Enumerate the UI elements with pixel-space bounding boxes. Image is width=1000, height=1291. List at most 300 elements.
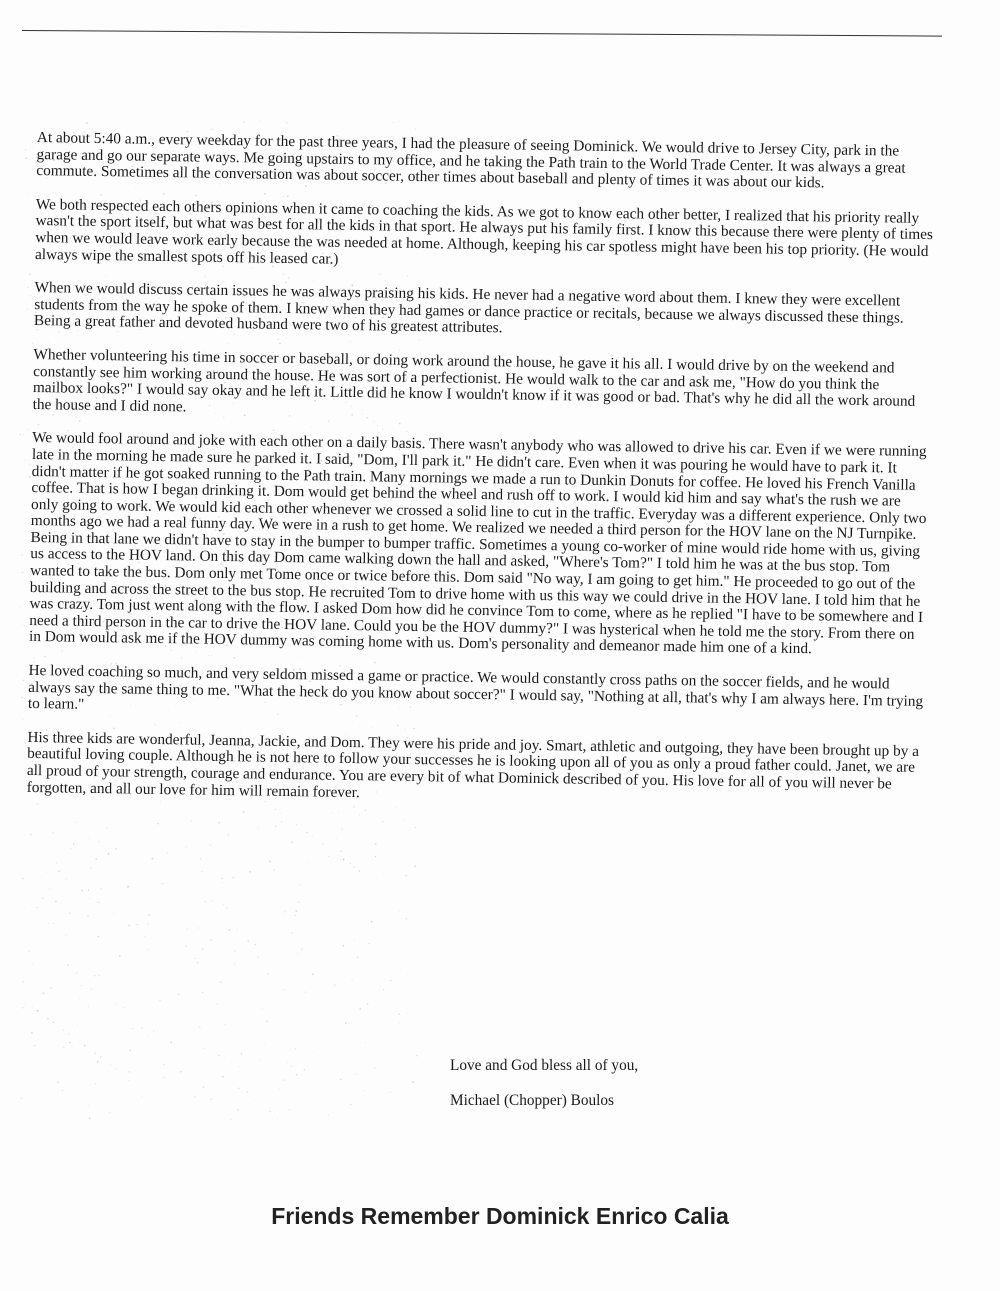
- scan-speckle: [371, 921, 373, 923]
- scan-speckle: [109, 1112, 110, 1113]
- scan-speckle: [370, 917, 371, 918]
- scan-speckle: [197, 962, 199, 964]
- scan-speckle: [230, 1119, 231, 1120]
- scan-speckle: [185, 946, 186, 947]
- scan-speckle: [51, 1001, 52, 1002]
- scan-speckle: [350, 863, 351, 864]
- scan-speckle: [48, 923, 49, 924]
- scan-speckle: [129, 1071, 131, 1073]
- scan-speckle: [99, 841, 100, 842]
- scan-speckle: [128, 925, 130, 927]
- scan-speckle: [137, 924, 138, 925]
- scan-speckle: [292, 932, 293, 933]
- scan-speckle: [290, 1049, 291, 1050]
- scan-speckle: [27, 460, 28, 461]
- scan-speckle: [297, 953, 298, 954]
- paragraph-5: We would fool around and joke with each other on a daily basis. There wasn't anybody who was allowed to drive his car. Even if we were running late in the morning he made sure he parked it. I said, "Dom, I'll park it." He didn't care. Even when it was pouring he would have to park it. It didn't matter if he got soaked running to the Path train. Many mornings we made a run to Dunkin Donuts for coffee. He loved his French Vanilla coffee. That is how I began drinking it. Dom would get behind the wheel and rush off to work. I would kid him and say what's the rush we are only going to work. We would kid each other whenever we crossed a solid line to cut in the traffic. Everyday was a different experience. Only two months ago we had a real funny day. We were in a rush to get home. We realized we needed a third person for the HOV lane on the NJ Turnpike. Being in that lane we didn't have to stay in the bumper to bumper traffic. Sometimes a young co-worker of mine would ride home with us, giving us access to the HOV land. On this day Dom came walking down the hall and asked, "Where's Tom?" I told him he was at the bus stop. Tom wanted to take the bus. Dom only met Tome once or twice before this. Dom said "No way, I am going to get him." He proceeded to go out of the building and across the street to the bus stop. He recruited Tom to drive home with us this way we could drive in the HOV lane. I told him that he was crazy. Tom just went along with the flow. I asked Dom how did he convince Tom to come, where as he replied "I have to be somewhere and I need a third person in the car to drive the HOV lane. Could you be the HOV dummy?" I was hysterical when he told me the story. From there on in Dom would ask me if the HOV dummy was coming home with us. Dom's personality and demeanor made him one of a kind.: [28, 429, 927, 658]
- scan-speckle: [88, 889, 90, 891]
- page-caption: Friends Remember Dominick Enrico Calia: [271, 1203, 729, 1229]
- scan-speckle: [281, 821, 282, 822]
- letter-closing-block: [450, 1058, 638, 1127]
- scan-speckle: [211, 129, 212, 130]
- scan-speckle: [212, 1026, 213, 1027]
- scan-speckle: [115, 1004, 116, 1005]
- scan-speckle: [32, 964, 33, 965]
- scan-speckle: [63, 1047, 64, 1048]
- scan-speckle: [203, 1086, 205, 1088]
- paragraph-2: We both respected each others opinions when it came to coaching the kids. As we got to know each other better, I realized that his priority really wasn't the sport itself, but what was best for all the kids in that sport. He always put his family first. I know this because there were plenty of times when we would leave work early because the was needed at home. Although, keeping his car spotless might have been his top priority. (He would always wipe the smallest spots off his leased car.): [34, 195, 934, 268]
- scan-speckle: [393, 122, 394, 123]
- scan-speckle: [275, 826, 276, 827]
- scan-speckle: [27, 192, 28, 193]
- scan-speckle: [157, 823, 158, 824]
- scan-speckle: [281, 127, 282, 128]
- scan-speckle: [27, 309, 28, 310]
- scan-speckle: [25, 365, 26, 366]
- scan-speckle: [249, 871, 251, 873]
- scan-speckle: [69, 1042, 70, 1043]
- scan-speckle: [202, 992, 203, 993]
- scan-speckle: [210, 1098, 212, 1100]
- scan-speckle: [368, 943, 369, 944]
- scan-speckle: [294, 915, 296, 917]
- scan-speckle: [100, 888, 101, 889]
- scan-speckle: [118, 874, 119, 875]
- scan-speckle: [284, 911, 286, 913]
- scan-speckle: [237, 1109, 238, 1110]
- scan-speckle: [195, 958, 196, 959]
- scan-speckle: [52, 832, 54, 834]
- scan-speckle: [345, 1022, 346, 1023]
- scan-speckle: [32, 1007, 33, 1008]
- scan-speckle: [216, 1003, 217, 1004]
- scan-speckle: [88, 1105, 89, 1106]
- scan-speckle: [124, 1059, 125, 1060]
- scan-speckle: [79, 1041, 80, 1042]
- scan-speckle: [95, 858, 97, 860]
- scan-speckle: [22, 878, 24, 880]
- scan-speckle: [130, 1050, 131, 1051]
- scan-speckle: [289, 1109, 290, 1110]
- scan-speckle: [90, 868, 91, 869]
- scan-speckle: [116, 1068, 117, 1069]
- scan-speckle: [340, 859, 341, 860]
- scan-speckle: [327, 847, 328, 848]
- scan-speckle: [24, 459, 25, 460]
- scan-speckle: [119, 955, 121, 957]
- scan-speckle: [279, 1089, 280, 1090]
- scan-speckle: [284, 989, 285, 990]
- scan-speckle: [25, 1003, 26, 1004]
- scan-speckle: [222, 1076, 224, 1078]
- scan-speckle: [218, 1055, 219, 1056]
- scan-speckle: [223, 904, 224, 905]
- scan-speckle: [283, 994, 284, 995]
- scan-speckle: [336, 838, 337, 839]
- scan-speckle: [277, 1119, 278, 1120]
- scan-speckle: [43, 842, 44, 843]
- scan-speckle: [29, 463, 30, 464]
- scan-speckle: [301, 948, 303, 950]
- scan-speckle: [291, 1066, 292, 1067]
- scan-speckle: [252, 901, 253, 902]
- scan-speckle: [234, 1093, 235, 1094]
- scan-speckle: [152, 858, 154, 860]
- scan-speckle: [118, 982, 119, 983]
- scan-speckle: [71, 900, 72, 901]
- scan-speckle: [22, 1007, 24, 1009]
- scan-speckle: [94, 975, 95, 976]
- scan-speckle: [238, 972, 239, 973]
- scan-speckle: [148, 949, 149, 950]
- scan-speckle: [213, 129, 214, 130]
- scan-speckle: [211, 900, 212, 901]
- scan-speckle: [110, 1064, 111, 1065]
- scan-speckle: [33, 856, 34, 857]
- scan-speckle: [260, 1060, 261, 1061]
- scan-speckle: [24, 908, 25, 909]
- scan-speckle: [343, 859, 345, 861]
- scan-speckle: [393, 1088, 394, 1089]
- scan-speckle: [77, 1024, 78, 1025]
- scan-speckle: [390, 1092, 391, 1093]
- scan-speckle: [128, 1080, 129, 1081]
- scan-speckle: [304, 1069, 306, 1071]
- scan-speckle: [203, 1048, 204, 1049]
- scan-speckle: [296, 1074, 298, 1076]
- scan-speckle: [247, 940, 249, 942]
- scan-speckle: [383, 989, 384, 990]
- scan-speckle: [71, 839, 72, 840]
- scan-speckle: [237, 928, 238, 929]
- scan-speckle: [69, 1034, 70, 1035]
- scan-speckle: [306, 832, 307, 833]
- scan-speckle: [184, 1028, 185, 1029]
- scan-speckle: [254, 1099, 255, 1100]
- scan-speckle: [147, 1035, 148, 1036]
- scan-speckle: [299, 936, 300, 937]
- scan-speckle: [93, 907, 94, 908]
- scan-speckle: [328, 856, 329, 857]
- scan-speckle: [49, 888, 50, 889]
- scan-speckle: [142, 1027, 143, 1028]
- paragraph-7: His three kids are wonderful, Jeanna, Jackie, and Dom. They were his pride and joy. Smart, athletic and outgoing, they have been brought up by a beautiful loving couple. Although he is not here to follow your successes he is looking upon all of you as only a proud father could. Janet, we are all proud of your strength, courage and endurance. You are every bit of what Dominick described of you. His love for all of you will never be forgotten, and all our love for him will remain forever.: [26, 728, 920, 801]
- scan-speckle: [343, 945, 345, 947]
- scan-speckle: [210, 845, 211, 846]
- scan-speckle: [312, 973, 314, 975]
- scan-speckle: [21, 697, 23, 699]
- scan-speckle: [273, 869, 275, 871]
- scan-speckle: [89, 838, 90, 839]
- scan-speckle: [89, 1118, 90, 1119]
- scan-speckle: [411, 125, 412, 126]
- scan-speckle: [63, 1030, 64, 1031]
- scan-speckle: [19, 434, 20, 435]
- scan-speckle: [89, 898, 90, 899]
- scan-speckle: [382, 821, 384, 823]
- scan-speckle: [229, 929, 231, 931]
- scan-speckle: [126, 1076, 127, 1077]
- scan-speckle: [270, 1111, 272, 1113]
- scan-speckle: [31, 1032, 33, 1034]
- scan-speckle: [238, 1088, 239, 1089]
- scan-speckle: [414, 865, 416, 867]
- scan-speckle: [42, 898, 43, 899]
- scan-speckle: [254, 944, 255, 945]
- scan-speckle: [239, 1066, 240, 1067]
- scan-speckle: [50, 987, 51, 988]
- scan-speckle: [228, 834, 229, 835]
- scan-speckle: [43, 992, 45, 994]
- scan-speckle: [23, 434, 24, 435]
- scan-speckle: [305, 992, 306, 993]
- scan-speckle: [356, 931, 357, 932]
- scan-speckle: [30, 295, 31, 296]
- scan-speckle: [286, 122, 287, 123]
- scan-speckle: [357, 957, 358, 958]
- scan-speckle: [102, 828, 103, 829]
- scan-speckle: [21, 1098, 22, 1099]
- scan-speckle: [137, 1118, 138, 1119]
- scan-speckle: [73, 843, 74, 844]
- scan-speckle: [180, 1071, 181, 1072]
- scan-speckle: [91, 122, 92, 123]
- scan-speckle: [328, 1115, 329, 1116]
- scan-speckle: [55, 901, 57, 903]
- scan-speckle: [87, 915, 88, 916]
- paragraph-3: When we would discuss certain issues he was always praising his kids. He never had a negative word about them. I knew they were excellent students from the way he spoke of them. I knew when they had games or dance practice or recitals, because we always discussed these things. Being a great father and devoted husband were two of his greatest attributes.: [33, 279, 904, 337]
- scan-speckle: [29, 951, 30, 952]
- scan-speckle: [153, 1030, 154, 1031]
- scan-speckle: [25, 149, 26, 150]
- scan-speckle: [113, 913, 114, 914]
- scan-speckle: [291, 821, 292, 822]
- scan-speckle: [108, 853, 110, 855]
- scan-speckle: [161, 883, 162, 884]
- scan-speckle: [115, 848, 117, 850]
- scan-speckle: [298, 901, 300, 903]
- scan-speckle: [20, 607, 21, 608]
- scan-speckle: [200, 858, 201, 859]
- scan-speckle: [170, 1042, 172, 1044]
- scan-speckle: [22, 718, 23, 719]
- scan-speckle: [97, 1061, 99, 1063]
- top-rule-divider: [22, 30, 942, 37]
- scan-speckle: [34, 1045, 36, 1047]
- scan-speckle: [277, 1059, 278, 1060]
- scan-speckle: [351, 979, 352, 980]
- scan-speckle: [76, 822, 77, 823]
- scan-speckle: [398, 1022, 399, 1023]
- scan-speckle: [47, 1018, 49, 1020]
- scan-speckle: [187, 929, 188, 930]
- scan-speckle: [159, 1000, 161, 1002]
- scan-speckle: [97, 902, 98, 903]
- scan-speckle: [95, 1083, 96, 1084]
- scan-speckle: [46, 872, 47, 873]
- scan-speckle: [367, 1003, 368, 1004]
- scan-speckle: [162, 883, 164, 885]
- scan-speckle: [40, 122, 41, 123]
- scan-speckle: [415, 827, 416, 828]
- scan-speckle: [23, 313, 24, 314]
- scan-speckle: [359, 1008, 361, 1010]
- scan-speckle: [30, 834, 31, 835]
- scan-speckle: [406, 875, 408, 877]
- scan-speckle: [226, 908, 227, 909]
- scan-speckle: [295, 910, 297, 912]
- scan-speckle: [205, 901, 206, 902]
- scan-speckle: [58, 870, 60, 872]
- scan-speckle: [243, 121, 245, 123]
- scan-speckle: [28, 128, 29, 129]
- scan-speckle: [91, 988, 92, 989]
- scan-speckle: [22, 572, 23, 573]
- scan-speckle: [148, 923, 149, 924]
- scan-speckle: [202, 962, 203, 963]
- scan-speckle: [167, 853, 168, 854]
- scan-speckle: [267, 973, 269, 975]
- scan-speckle: [383, 873, 384, 874]
- scan-speckle: [199, 1026, 200, 1027]
- scan-speckle: [364, 1090, 365, 1091]
- scan-speckle: [65, 934, 66, 935]
- scan-speckle: [26, 157, 28, 159]
- scan-speckle: [416, 1055, 417, 1056]
- scan-speckle: [375, 843, 377, 845]
- scan-speckle: [202, 949, 203, 950]
- scan-speckle: [171, 930, 172, 931]
- scan-speckle: [375, 856, 376, 857]
- scan-speckle: [70, 848, 72, 850]
- scan-speckle: [163, 1064, 165, 1066]
- scan-speckle: [400, 121, 401, 122]
- scan-speckle: [412, 1081, 414, 1083]
- scan-speckle: [222, 882, 223, 883]
- scan-speckle: [37, 1010, 39, 1012]
- scan-speckle: [53, 1022, 54, 1023]
- scan-speckle: [350, 1104, 351, 1105]
- scan-speckle: [341, 829, 342, 830]
- scan-speckle: [386, 968, 387, 969]
- scan-speckle: [76, 972, 78, 974]
- scan-speckle: [334, 985, 335, 986]
- scan-speckle: [407, 1013, 408, 1014]
- scan-speckle: [359, 870, 360, 871]
- scan-speckle: [194, 1096, 196, 1098]
- scan-speckle: [99, 975, 100, 976]
- scan-speckle: [400, 876, 401, 877]
- scan-speckle: [218, 822, 220, 824]
- scan-speckle: [99, 902, 100, 903]
- scan-speckle: [102, 845, 103, 846]
- scan-speckle: [40, 1105, 41, 1106]
- scan-speckle: [88, 1006, 89, 1007]
- scan-speckle: [81, 890, 83, 892]
- letter-body: [26, 130, 937, 827]
- scan-speckle: [144, 936, 145, 937]
- scan-speckle: [176, 869, 177, 870]
- paragraph-1: At about 5:40 a.m., every weekday for the past three years, I had the pleasure of seeing Dominick. We would drive to Jersey City, park in the garage and go our separate ways. Me going upstairs to my office, and he taking the Path train to the World Trade Center. It was always a great commute. Sometimes all the conversation was about soccer, other times about baseball and plenty of times it was about our kids.: [36, 129, 906, 192]
- scan-speckle: [178, 994, 179, 995]
- scan-speckle: [284, 1079, 286, 1081]
- scan-speckle: [390, 980, 392, 982]
- scan-speckle: [94, 1053, 95, 1054]
- scan-speckle: [201, 871, 202, 872]
- scan-speckle: [86, 122, 88, 124]
- scan-speckle: [340, 850, 342, 852]
- scan-speckle: [364, 926, 365, 927]
- scan-speckle: [69, 912, 71, 914]
- scan-speckle: [374, 1067, 375, 1068]
- scan-speckle: [81, 985, 82, 986]
- closing-salutation: Love and God bless all of you,: [450, 1057, 639, 1074]
- scan-speckle: [234, 963, 235, 964]
- scan-speckle: [56, 862, 58, 864]
- scan-speckle: [27, 287, 28, 288]
- scan-speckle: [27, 429, 28, 430]
- scan-speckle: [125, 831, 126, 832]
- scan-speckle: [399, 1013, 400, 1014]
- scan-speckle: [340, 1079, 342, 1081]
- scan-speckle: [225, 1024, 227, 1026]
- scan-speckle: [22, 981, 24, 983]
- scan-speckle: [365, 1042, 366, 1043]
- scan-speckle: [406, 918, 408, 920]
- paragraph-4: Whether volunteering his time in soccer or baseball, or doing work around the house, he gave it his all. I would drive by on the weekend and constantly see him working around the house. He was sort of a perfectionist. He would walk to the car and ask me, "How do you think the mailbox looks?" I would say okay and he left it. Little did he know I wouldn't know if it was good or bad. That's why he did all the work around the house and I did none.: [32, 345, 916, 416]
- scan-speckle: [210, 939, 211, 940]
- scan-speckle: [26, 378, 27, 379]
- scan-speckle: [322, 843, 323, 844]
- scan-speckle: [23, 680, 24, 681]
- scan-speckle: [221, 878, 222, 879]
- scan-speckle: [353, 866, 354, 867]
- scan-speckle: [299, 884, 300, 885]
- scan-speckle: [264, 1043, 265, 1044]
- scan-speckle: [191, 820, 193, 822]
- scan-speckle: [262, 1008, 263, 1009]
- scan-speckle: [98, 936, 100, 938]
- scan-speckle: [231, 1063, 232, 1064]
- scan-speckle: [333, 998, 334, 999]
- scan-speckle: [22, 555, 23, 556]
- scan-speckle: [307, 862, 308, 863]
- scan-speckle: [415, 129, 416, 130]
- scan-speckle: [29, 476, 31, 478]
- scan-speckle: [269, 861, 271, 863]
- scan-speckle: [287, 1062, 288, 1063]
- scan-speckle: [66, 879, 67, 880]
- scan-speckle: [51, 1018, 52, 1019]
- scan-speckle: [198, 927, 199, 928]
- scan-speckle: [234, 950, 236, 952]
- scan-speckle: [295, 1048, 296, 1049]
- scan-speckle: [53, 923, 54, 924]
- scan-speckle: [62, 1090, 63, 1091]
- scan-speckle: [351, 1104, 353, 1106]
- scan-speckle: [258, 827, 259, 828]
- scan-speckle: [382, 920, 383, 921]
- scan-speckle: [296, 824, 298, 826]
- scan-speckle: [186, 847, 187, 848]
- scan-speckle: [338, 855, 339, 856]
- scan-speckle: [398, 910, 399, 911]
- scan-speckle: [67, 964, 69, 966]
- scan-speckle: [127, 886, 129, 888]
- scan-speckle: [354, 940, 355, 941]
- scan-speckle: [163, 1077, 164, 1078]
- scan-speckle: [132, 1028, 133, 1029]
